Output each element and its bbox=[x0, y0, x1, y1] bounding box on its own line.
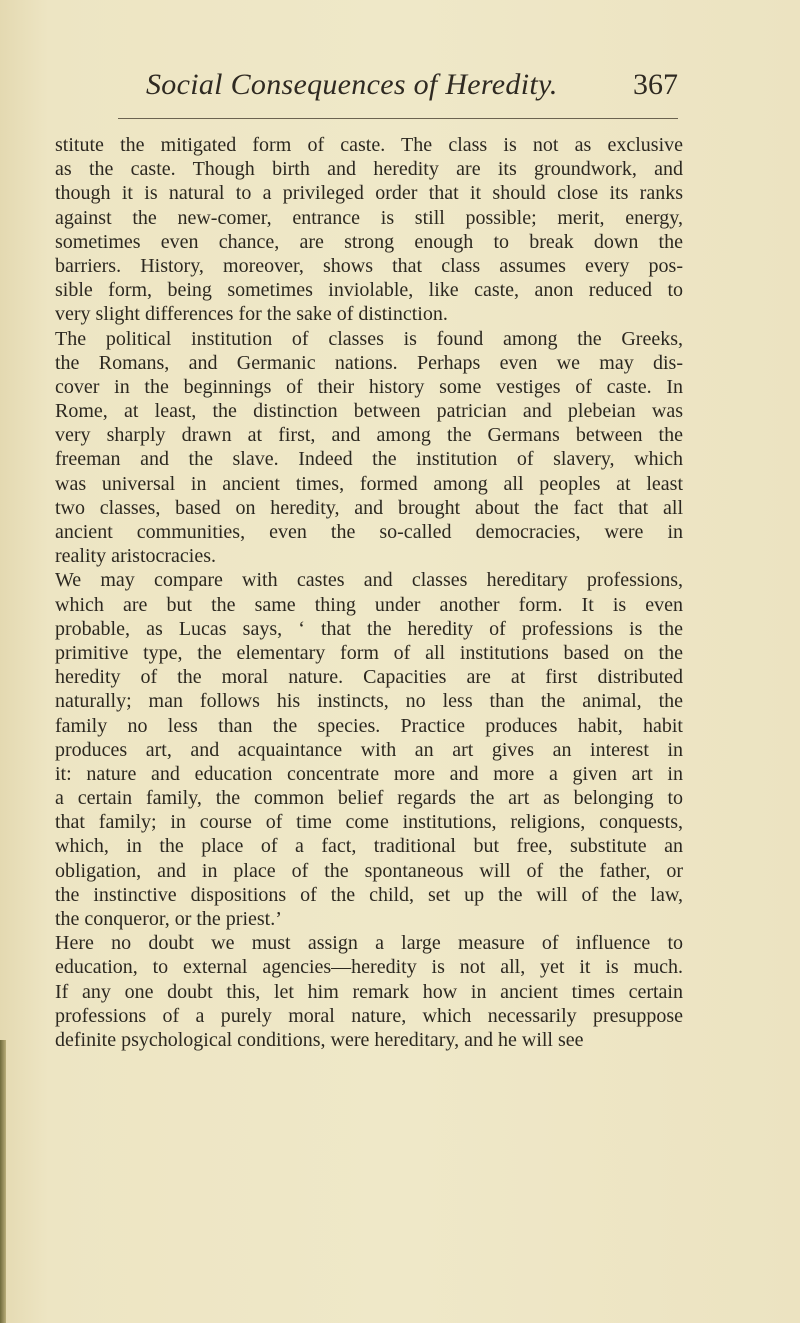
text-line: it: nature and education concentrate more and more a given art in bbox=[55, 762, 683, 785]
text-line: produces art, and acquaintance with an art gives an interest in bbox=[55, 738, 683, 761]
paragraph bbox=[55, 327, 683, 569]
text-line: heredity of the moral nature. Capacities are at first distributed bbox=[55, 666, 683, 689]
text-line: stitute the mitigated form of caste. The class is not as exclusive bbox=[55, 134, 683, 156]
text-line: The political institution of classes is found among the Greeks, bbox=[55, 327, 683, 350]
text-line: naturally; man follows his instincts, no less than the animal, the bbox=[55, 690, 683, 713]
paragraph bbox=[55, 568, 683, 931]
text-line: cover in the beginnings of their history some vestiges of caste. In bbox=[55, 375, 683, 398]
text-line: freeman and the slave. Indeed the institution of slavery, which bbox=[55, 448, 683, 471]
text-line: which are but the same thing under another form. It is even bbox=[55, 593, 683, 616]
text-line: the instinctive dispositions of the child, set up the will of the law, bbox=[55, 883, 683, 906]
text-line: sible form, being sometimes inviolable, like caste, anon reduced to bbox=[55, 279, 683, 302]
text-line: family no less than the species. Practice produces habit, habit bbox=[55, 714, 683, 737]
text-line: very sharply drawn at first, and among the Germans between the bbox=[55, 424, 683, 447]
text-line: though it is natural to a privileged order that it should close its ranks bbox=[55, 182, 683, 205]
header-rule bbox=[118, 118, 678, 119]
text-line: as the caste. Though birth and heredity are its groundwork, and bbox=[55, 158, 683, 181]
text-line: professions of a purely moral nature, which necessarily presuppose bbox=[55, 1004, 683, 1027]
text-line: If any one doubt this, let him remark how in ancient times certain bbox=[55, 980, 683, 1003]
paragraph bbox=[55, 931, 683, 1052]
text-line: that family; in course of time come institutions, religions, conquests, bbox=[55, 811, 683, 834]
text-line: Here no doubt we must assign a large measure of influence to bbox=[55, 932, 683, 955]
text-line: which, in the place of a fact, traditional but free, substitute an bbox=[55, 835, 683, 858]
text-line: obligation, and in place of the spontaneous will of the father, or bbox=[55, 859, 683, 882]
text-line: ancient communities, even the so-called democracies, were in bbox=[55, 521, 683, 543]
text-line: a certain family, the common belief regards the art as belonging to bbox=[55, 787, 683, 810]
paragraph bbox=[55, 133, 683, 327]
body-text bbox=[55, 133, 683, 1052]
page-header bbox=[118, 68, 678, 114]
page-number: 367 bbox=[633, 68, 678, 101]
text-line: education, to external agencies—heredity is not all, yet it is much. bbox=[55, 956, 683, 979]
text-line: definite psychological conditions, were hereditary, and he will see bbox=[55, 1028, 584, 1051]
text-line: Rome, at least, the distinction between patrician and plebeian was bbox=[55, 400, 683, 423]
text-line: primitive type, the elementary form of all institutions based on the bbox=[55, 641, 683, 664]
text-line: probable, as Lucas says, ‘ that the heredity of professions is the bbox=[55, 617, 683, 640]
text-line: We may compare with castes and classes hereditary professions, bbox=[55, 569, 683, 592]
text-line: against the new-comer, entrance is still possible; merit, energy, bbox=[55, 206, 683, 229]
text-line: sometimes even chance, are strong enough to break down the bbox=[55, 230, 683, 253]
text-line: very slight differences for the sake of distinction. bbox=[55, 303, 448, 326]
text-line: reality aristocracies. bbox=[55, 545, 217, 568]
running-title: Social Consequences of Heredity. bbox=[146, 68, 558, 101]
text-line: the conqueror, or the priest.’ bbox=[55, 908, 282, 930]
text-line: was universal in ancient times, formed among all peoples at least bbox=[55, 472, 683, 495]
page-gutter-shadow bbox=[0, 1040, 6, 1323]
text-line: the Romans, and Germanic nations. Perhaps even we may dis- bbox=[55, 351, 683, 374]
text-line: two classes, based on heredity, and brought about the fact that all bbox=[55, 496, 683, 519]
text-line: barriers. History, moreover, shows that class assumes every pos- bbox=[55, 254, 683, 277]
